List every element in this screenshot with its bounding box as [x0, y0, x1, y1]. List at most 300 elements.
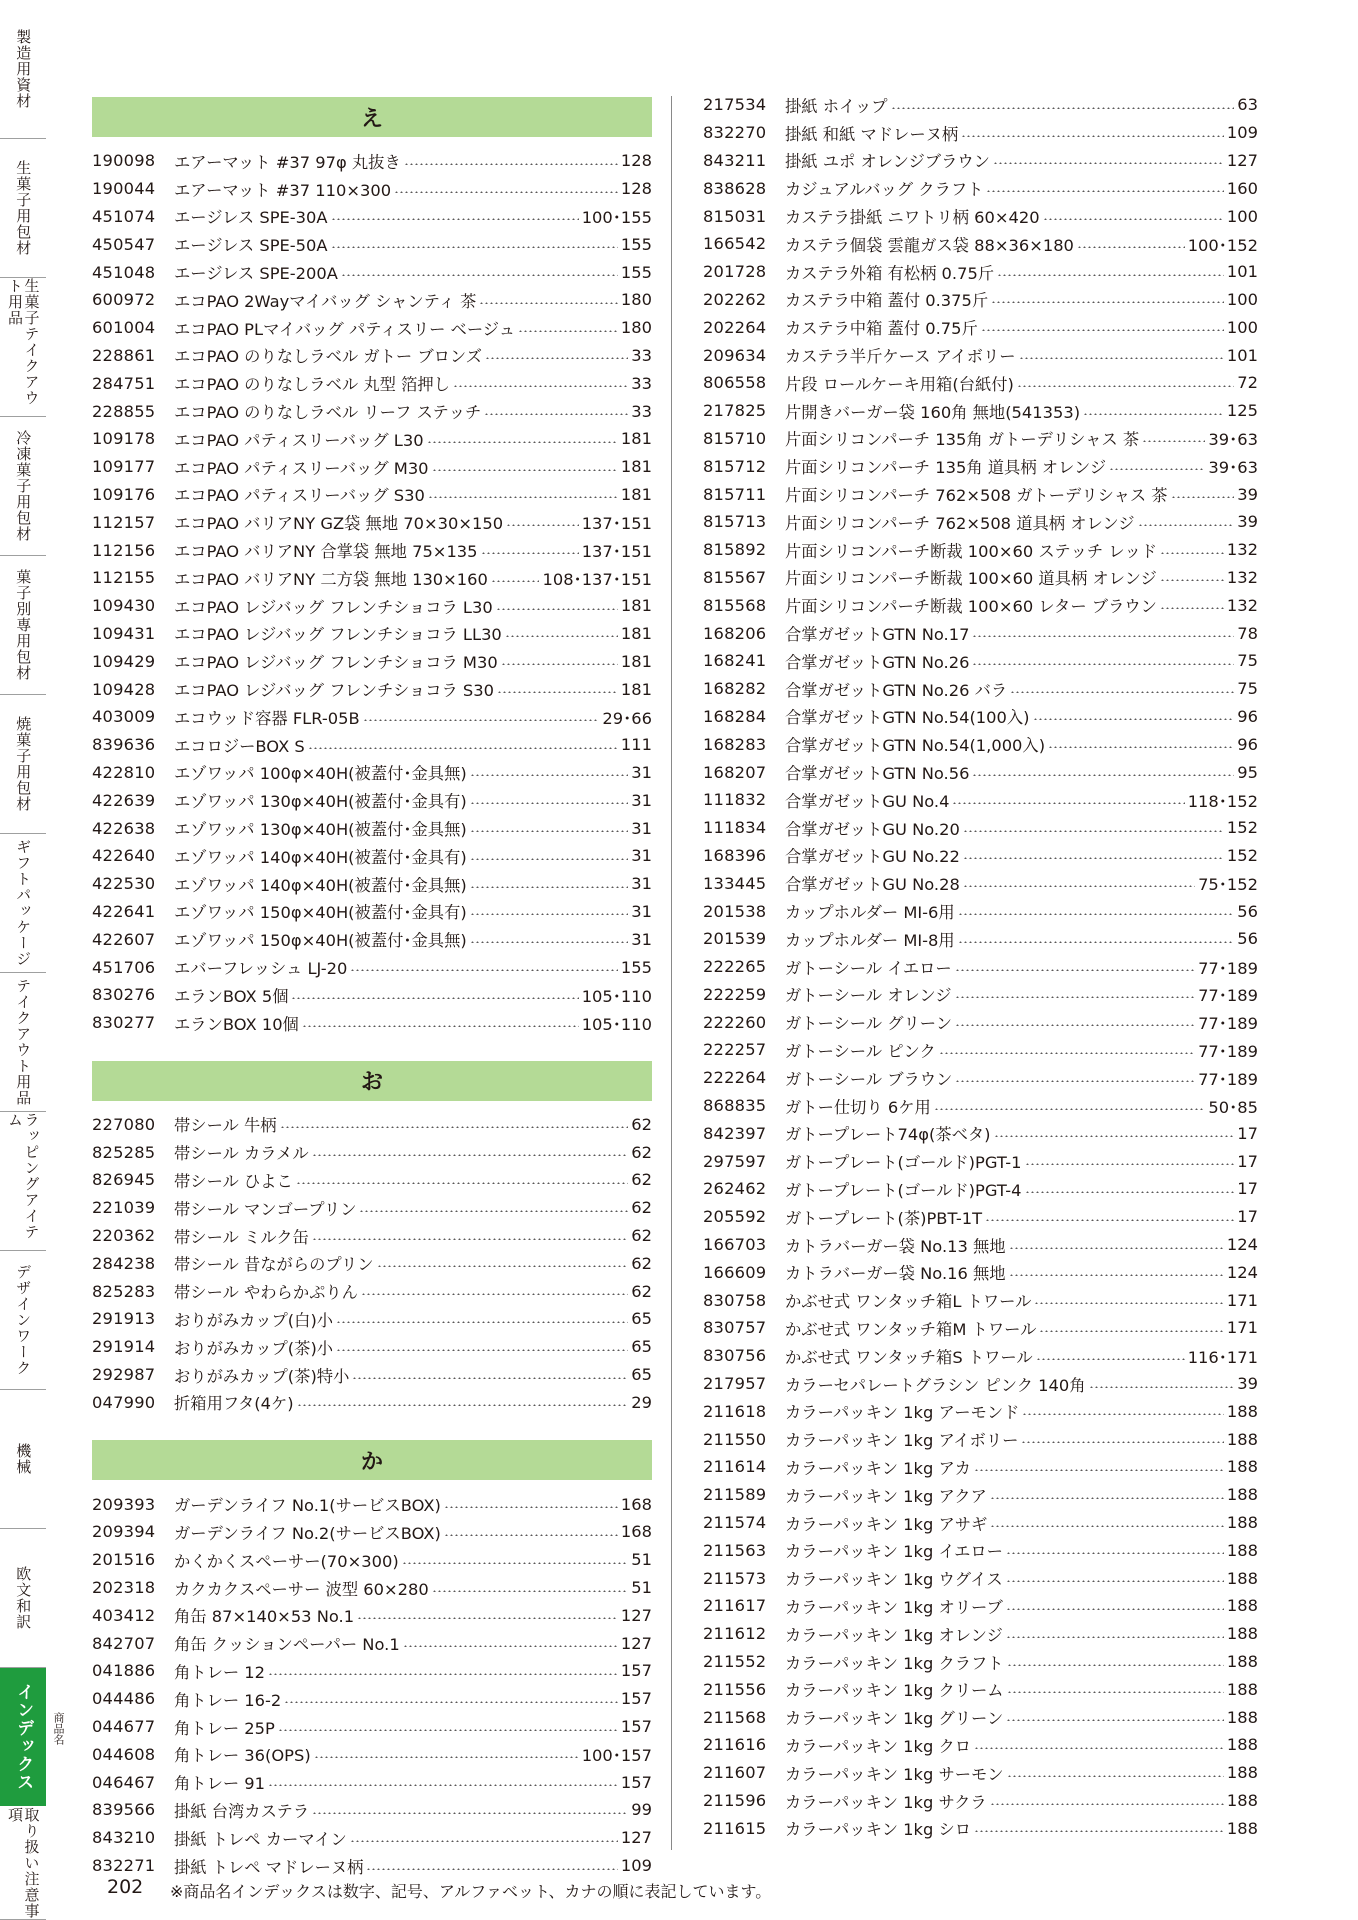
product-name: かぶせ式 ワンタッチ箱S トワール: [785, 1347, 1033, 1367]
product-code: 211618: [703, 1401, 767, 1421]
page-reference: 118･152: [1187, 791, 1258, 811]
product-name: カステラ個袋 雲龍ガス袋 88×36×180: [785, 235, 1074, 255]
dot-leader: [972, 774, 1234, 776]
page-reference: 62: [631, 1114, 652, 1134]
index-entry: [92, 203, 652, 231]
product-code: 168206: [703, 623, 767, 643]
product-code: 843210: [92, 1828, 156, 1848]
index-entry: [92, 314, 652, 342]
page-reference: 181: [620, 484, 652, 504]
side-tab-handling-notes[interactable]: [0, 1807, 46, 1920]
page-reference: 128: [620, 179, 652, 199]
dot-leader: [993, 162, 1224, 164]
product-code: 217534: [703, 95, 767, 115]
product-code: 451048: [92, 262, 156, 282]
page-reference: 78: [1237, 623, 1258, 643]
product-code: 168283: [703, 734, 767, 754]
page-reference: 17: [1237, 1179, 1258, 1199]
dot-leader: [341, 274, 618, 276]
dot-leader: [991, 301, 1224, 303]
index-entry: [703, 1231, 1258, 1259]
product-name: エゾワッパ 150φ×40H(被蓋付･金具有): [174, 903, 467, 923]
index-entry: [92, 786, 652, 814]
index-entry: [92, 981, 652, 1009]
product-name: 合掌ガゼットGTN No.17: [785, 625, 970, 645]
product-code: 222260: [703, 1012, 767, 1032]
product-code: 284238: [92, 1253, 156, 1273]
page-reference: 137･151: [581, 542, 652, 562]
index-entry: [92, 1852, 652, 1880]
dot-leader: [284, 1701, 618, 1703]
page-reference: 39: [1237, 512, 1258, 532]
product-name: 帯シール ミルク缶: [174, 1227, 309, 1247]
index-entry: [92, 1657, 652, 1685]
product-name: エコPAO レジバッグ フレンチショコラ L30: [174, 597, 493, 617]
product-name: ガトーシール オレンジ: [785, 986, 952, 1006]
product-code: 109429: [92, 651, 156, 671]
side-tab-machinery[interactable]: [0, 1390, 46, 1529]
index-entry: [703, 619, 1258, 647]
product-name: かくかくスペーサー(70×300): [174, 1551, 399, 1571]
product-name: カラーセパレートグラシン ピンク 140角: [785, 1375, 1086, 1395]
product-code: 830277: [92, 1013, 156, 1033]
page-reference: 50･85: [1208, 1097, 1258, 1117]
product-name: エコPAO レジバッグ フレンチショコラ M30: [174, 653, 498, 673]
product-code: 222259: [703, 984, 767, 1004]
index-entry: [703, 508, 1258, 536]
product-code: 168241: [703, 651, 767, 671]
product-name: カラーパッキン 1kg グリーン: [785, 1709, 1004, 1729]
page-reference: 31: [631, 929, 652, 949]
product-code: 217825: [703, 401, 767, 421]
product-code: 201538: [703, 901, 767, 921]
page-reference: 132: [1226, 567, 1258, 587]
page-reference: 65: [631, 1309, 652, 1329]
index-entry: [703, 1453, 1258, 1481]
dot-leader: [1006, 1719, 1224, 1721]
page-reference: 39･63: [1208, 458, 1258, 478]
index-entry: [703, 564, 1258, 592]
dot-leader: [302, 1025, 579, 1027]
index-entry: [703, 1314, 1258, 1342]
product-name: エコPAO のりなしラベル リーフ ステッチ: [174, 403, 482, 423]
index-entry: [92, 564, 652, 592]
dot-leader: [278, 1729, 618, 1731]
product-name: エージレス SPE-200A: [174, 264, 338, 284]
dot-leader: [1089, 1386, 1235, 1388]
page-reference: 168: [620, 1494, 652, 1514]
product-code: 839636: [92, 735, 156, 755]
page-reference: 127: [620, 1605, 652, 1625]
page-reference: 96: [1237, 734, 1258, 754]
index-entry: [703, 1620, 1258, 1648]
product-code: 112157: [92, 512, 156, 532]
index-entry: [92, 397, 652, 425]
page-reference: 31: [631, 790, 652, 810]
product-code: 168207: [703, 762, 767, 782]
dot-leader: [363, 719, 600, 721]
index-entry: [92, 508, 652, 536]
dot-leader: [280, 1126, 629, 1128]
product-code: 046467: [92, 1772, 156, 1792]
index-entry: [92, 1685, 652, 1713]
page-reference: 111: [620, 735, 652, 755]
index-entry: [92, 1333, 652, 1361]
page-reference: 180: [620, 318, 652, 338]
dot-leader: [972, 663, 1234, 665]
side-tab-fresh-pastry-takeout[interactable]: [0, 278, 46, 417]
side-tab-pastry-specific[interactable]: [0, 556, 46, 695]
index-entry: [703, 591, 1258, 619]
index-entry: [92, 1601, 652, 1629]
index-entry: [92, 1277, 652, 1305]
page-reference: 39: [1237, 1374, 1258, 1394]
page-reference: 152: [1226, 818, 1258, 838]
index-entry: [92, 175, 652, 203]
product-name: エージレス SPE-30A: [174, 208, 328, 228]
dot-leader: [427, 441, 618, 443]
product-code: 422530: [92, 874, 156, 894]
product-name: 片面シリコンパーチ 762×508 道具柄 オレンジ: [785, 513, 1135, 533]
product-code: 202318: [92, 1578, 156, 1598]
product-name: エコPAO レジバッグ フレンチショコラ LL30: [174, 625, 502, 645]
page-reference: 56: [1237, 901, 1258, 921]
product-name: 帯シール マンゴープリン: [174, 1199, 357, 1219]
page-reference: 100･152: [1187, 235, 1258, 255]
dot-leader: [963, 830, 1224, 832]
product-code: 111832: [703, 790, 767, 810]
product-name: 帯シール 牛柄: [174, 1116, 277, 1136]
index-entry: [703, 1064, 1258, 1092]
side-tab-label: 欧文和訳: [14, 1566, 33, 1630]
index-entry: [92, 1490, 652, 1518]
product-code: 168396: [703, 845, 767, 865]
page-reference: 181: [620, 429, 652, 449]
index-entry: [92, 1222, 652, 1250]
dot-leader: [491, 580, 540, 582]
dot-leader: [1034, 1302, 1224, 1304]
product-code: 209634: [703, 345, 767, 365]
index-entry: [92, 342, 652, 370]
product-code: 211596: [703, 1791, 767, 1810]
page-reference: 75: [1237, 651, 1258, 671]
side-tab-label: テイクアウト用品: [14, 978, 33, 1106]
dot-leader: [444, 1534, 618, 1536]
index-entry: [703, 1731, 1258, 1759]
dot-leader: [453, 385, 628, 387]
product-name: エコPAO のりなしラベル ガトー ブロンズ: [174, 347, 482, 367]
dot-leader: [314, 1756, 579, 1758]
product-name: 合掌ガゼットGTN No.54(1,000入): [785, 736, 1046, 756]
product-name: カラーパッキン 1kg アカ: [785, 1458, 971, 1478]
side-tab-label: 取り扱い注意事項: [6, 1807, 41, 1919]
product-code: 842707: [92, 1633, 156, 1653]
product-code: 211617: [703, 1596, 767, 1616]
index-entry: [703, 1119, 1258, 1147]
product-name: 角トレー 12: [174, 1662, 266, 1682]
product-name: 片面シリコンパーチ断裁 100×60 道具柄 オレンジ: [785, 569, 1157, 589]
index-entry: [703, 1481, 1258, 1509]
dot-leader: [361, 1293, 628, 1295]
index-entry: [92, 1361, 652, 1389]
index-entry: [703, 730, 1258, 758]
product-code: 044677: [92, 1717, 156, 1737]
dot-leader: [990, 1525, 1224, 1527]
side-tab-label: 冷凍菓子用包材: [14, 430, 33, 542]
index-entry: [92, 1388, 652, 1416]
page-reference: 109: [620, 1856, 652, 1876]
product-name: エバーフレッシュ LJ-20: [174, 959, 348, 978]
page-reference: 31: [631, 818, 652, 838]
dot-leader: [357, 1617, 618, 1619]
side-tab-baked-goods[interactable]: [0, 695, 46, 834]
dot-leader: [1043, 218, 1224, 220]
product-name: おりがみカップ(白)小: [174, 1310, 334, 1330]
page-reference: 65: [631, 1365, 652, 1385]
footer-note: ※商品名インデックスは数字、記号、アルファベット、カナの順に表記しています。: [170, 1882, 772, 1901]
product-code: 815712: [703, 456, 767, 476]
product-code: 422640: [92, 846, 156, 866]
page-reference: 181: [620, 623, 652, 643]
page-reference: 108･137･151: [542, 569, 652, 589]
product-code: 830276: [92, 985, 156, 1005]
product-name: 合掌ガゼットGU No.22: [785, 847, 960, 867]
product-name: カジュアルバッグ クラフト: [785, 180, 984, 200]
index-column-left: [92, 91, 652, 1879]
page-reference: 39･63: [1208, 430, 1258, 450]
page-reference: 17: [1237, 1123, 1258, 1143]
product-name: 合掌ガゼットGTN No.26 バラ: [785, 680, 1008, 700]
index-entry: [703, 452, 1258, 480]
index-entry: [92, 147, 652, 175]
index-entry: [92, 814, 652, 842]
page-reference: 65: [631, 1337, 652, 1357]
side-tab-label: デザインワーク: [14, 1264, 33, 1376]
dot-leader: [1007, 1775, 1224, 1777]
index-entry: [703, 1564, 1258, 1592]
dot-leader: [377, 1265, 629, 1267]
side-tab-fresh-pastry-packaging[interactable]: [0, 139, 46, 278]
page-reference: 188: [1226, 1401, 1258, 1421]
page-reference: 188: [1226, 1624, 1258, 1644]
side-tab-design-work[interactable]: [0, 1251, 46, 1390]
page-reference: 109: [1226, 123, 1258, 143]
index-entry: [703, 369, 1258, 397]
product-name: ガトーシール ブラウン: [785, 1069, 953, 1089]
product-name: 合掌ガゼットGU No.20: [785, 819, 960, 839]
page-reference: 171: [1226, 1290, 1258, 1310]
index-entry: [703, 230, 1258, 258]
page-reference: 188: [1226, 1791, 1258, 1810]
side-tab-wrapping[interactable]: [0, 1112, 46, 1251]
dot-leader: [1160, 552, 1224, 554]
page-reference: 29･66: [602, 708, 652, 728]
dot-leader: [934, 1108, 1206, 1110]
index-entry: [92, 675, 652, 703]
product-name: 角トレー 16-2: [174, 1690, 282, 1710]
index-entry: [703, 786, 1258, 814]
product-name: エコPAO のりなしラベル 丸型 箔押し: [174, 375, 450, 395]
dot-leader: [1142, 440, 1205, 442]
product-name: 合掌ガゼットGTN No.54(100入): [785, 708, 1030, 728]
page-reference: 96: [1237, 706, 1258, 726]
page-reference: 181: [620, 679, 652, 699]
product-name: 合掌ガゼットGTN No.56: [785, 764, 970, 784]
product-name: エコPAO バリアNY 二方袋 無地 130×160: [174, 569, 488, 589]
dot-leader: [518, 330, 618, 332]
dot-leader: [961, 135, 1224, 137]
page-reference: 188: [1226, 1652, 1258, 1672]
index-entry: [703, 258, 1258, 286]
dot-leader: [1039, 1330, 1224, 1332]
index-entry: [92, 703, 652, 731]
dot-leader: [958, 941, 1235, 943]
product-code: 201539: [703, 929, 767, 949]
dot-leader: [955, 969, 1195, 971]
side-tab-frozen-packaging[interactable]: [0, 417, 46, 556]
dot-leader: [1025, 1163, 1235, 1165]
dot-leader: [432, 1590, 629, 1592]
page-number: 202: [107, 1876, 144, 1898]
product-code: 815892: [703, 540, 767, 560]
page-reference: 181: [620, 457, 652, 477]
index-entry: [92, 1574, 652, 1602]
product-name: ガトーシール グリーン: [785, 1014, 953, 1034]
product-name: カラーパッキン 1kg シロ: [785, 1820, 972, 1840]
dot-leader: [352, 1377, 628, 1379]
dot-leader: [470, 774, 629, 776]
page-reference: 116･171: [1187, 1347, 1258, 1367]
page-reference: 127: [1226, 150, 1258, 170]
product-code: 211552: [703, 1652, 767, 1672]
index-entry: [92, 925, 652, 953]
product-code: 227080: [92, 1114, 156, 1134]
product-name: 帯シール ひよこ: [174, 1171, 293, 1191]
page-reference: 188: [1226, 1485, 1258, 1505]
product-name: エコPAO バリアNY 合掌袋 無地 75×135: [174, 542, 478, 562]
dot-leader: [428, 496, 618, 498]
index-entry: [703, 675, 1258, 703]
page-reference: 77･189: [1198, 986, 1258, 1006]
product-name: 片面シリコンパーチ断裁 100×60 レター ブラウン: [785, 597, 1157, 617]
dot-leader: [470, 886, 629, 888]
page-reference: 157: [620, 1661, 652, 1681]
index-entry: [703, 1092, 1258, 1120]
product-name: 折箱用フタ(4ケ): [174, 1394, 294, 1414]
product-name: ガトーシール ピンク: [785, 1041, 936, 1061]
index-entry: [703, 1425, 1258, 1453]
index-entry: [92, 1824, 652, 1852]
page-reference: 63: [1237, 95, 1258, 115]
product-code: 201728: [703, 262, 767, 282]
product-name: 角トレー 91: [174, 1774, 266, 1794]
product-code: 133445: [703, 873, 767, 893]
dot-leader: [470, 802, 629, 804]
product-code: 211574: [703, 1513, 767, 1533]
product-code: 166542: [703, 234, 767, 254]
product-name: カラーパッキン 1kg アサギ: [785, 1514, 988, 1534]
page-reference: 33: [631, 345, 652, 365]
page-reference: 72: [1237, 373, 1258, 393]
product-code: 217957: [703, 1374, 767, 1394]
product-name: カップホルダー MI-8用: [785, 930, 955, 950]
index-entry: [703, 1258, 1258, 1286]
product-code: 112156: [92, 540, 156, 560]
index-entry: [703, 758, 1258, 786]
page-reference: 77･189: [1198, 1041, 1258, 1061]
product-name: カステラ掛紙 ニワトリ柄 60×420: [785, 208, 1040, 228]
side-tab-label: 焼菓子用包材: [14, 716, 33, 812]
dot-leader: [432, 469, 618, 471]
product-name: エランBOX 5個: [174, 986, 289, 1006]
side-tab-glossary[interactable]: [0, 1529, 46, 1668]
page-reference: 105･110: [581, 1014, 652, 1034]
index-entry: [92, 647, 652, 675]
product-code: 202262: [703, 289, 767, 309]
dot-leader: [1160, 579, 1224, 581]
product-name: カラーパッキン 1kg アーモンド: [785, 1403, 1020, 1423]
dot-leader: [403, 1645, 618, 1647]
index-entry: [703, 1536, 1258, 1564]
page-reference: 127: [620, 1828, 652, 1848]
product-name: カラーパッキン 1kg オリーブ: [785, 1597, 1003, 1617]
product-code: 109178: [92, 429, 156, 449]
index-entry: [703, 953, 1258, 981]
product-name: エコPAO パティスリーバッグ M30: [174, 458, 429, 478]
dot-leader: [958, 913, 1235, 915]
product-name: カラーパッキン 1kg アクア: [785, 1486, 987, 1506]
index-entry: [92, 536, 652, 564]
side-tab-index[interactable]: [0, 1668, 46, 1806]
index-entry: [703, 147, 1258, 175]
side-tab-manufacturing[interactable]: [0, 0, 46, 139]
index-entry: [703, 1147, 1258, 1175]
page-reference: 181: [620, 651, 652, 671]
dot-leader: [1019, 357, 1224, 359]
side-tab-label: 生菓子テイクアウト用品: [6, 278, 41, 406]
index-entry: [703, 480, 1258, 508]
product-code: 422638: [92, 818, 156, 838]
index-entry: [92, 481, 652, 509]
page-reference: 155: [620, 262, 652, 282]
dot-leader: [331, 218, 579, 220]
dot-leader: [974, 1469, 1224, 1471]
side-tab-takeout[interactable]: [0, 973, 46, 1112]
product-name: 帯シール 昔ながらのプリン: [174, 1255, 374, 1275]
dot-leader: [336, 1321, 628, 1323]
product-name: カトラバーガー袋 No.13 無地: [785, 1236, 1006, 1256]
page-reference: 75･152: [1198, 875, 1258, 895]
product-code: 222265: [703, 957, 767, 977]
product-code: 228861: [92, 345, 156, 365]
index-entry: [703, 286, 1258, 314]
page-reference: 152: [1226, 845, 1258, 865]
dot-leader: [981, 329, 1224, 331]
dot-leader: [1009, 1274, 1224, 1276]
side-tab-label: 菓子別専用包材: [14, 569, 33, 681]
product-name: カステラ半斤ケース アイボリー: [785, 347, 1016, 367]
side-tab-gift-package[interactable]: [0, 834, 46, 973]
side-tab-label: 機械: [14, 1443, 33, 1475]
product-name: カラーパッキン 1kg イエロー: [785, 1542, 1003, 1562]
page-reference: 62: [631, 1170, 652, 1190]
page-reference: 188: [1226, 1818, 1258, 1838]
product-code: 422639: [92, 790, 156, 810]
product-name: カステラ外箱 有松柄 0.75斤: [785, 263, 995, 283]
dot-leader: [972, 635, 1234, 637]
dot-leader: [1006, 1552, 1224, 1554]
product-code: 291914: [92, 1337, 156, 1357]
